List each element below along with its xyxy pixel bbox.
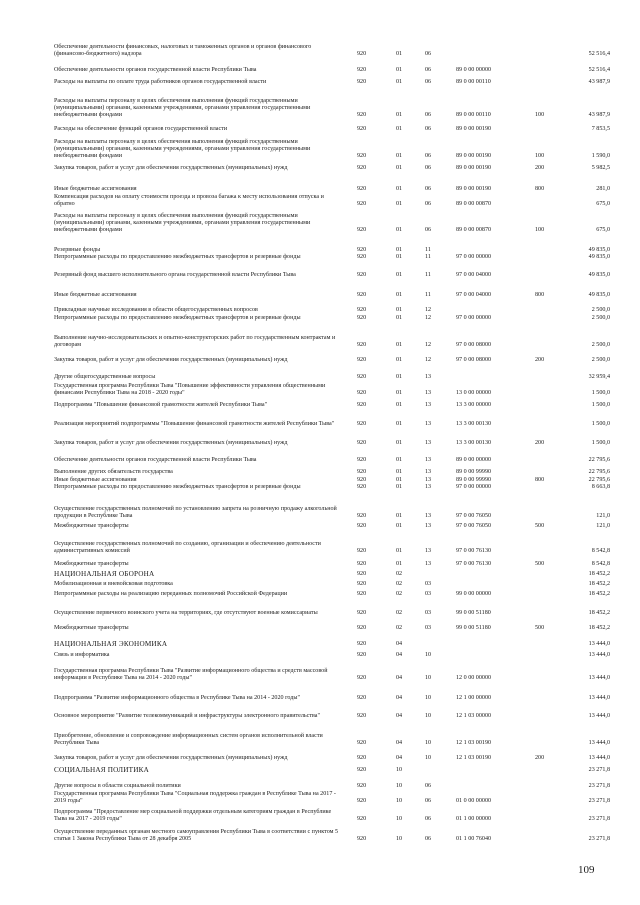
cell-sum: 52 516,4 <box>588 50 610 57</box>
cell-grbs: 920 <box>357 357 367 363</box>
cell-sum: 13 444,0 <box>588 674 610 681</box>
cell-grbs: 920 <box>357 477 367 483</box>
cell-grbs: 920 <box>357 739 367 746</box>
cell-name: Резервные фонды <box>54 247 101 253</box>
cell-pr: 13 <box>425 457 432 463</box>
cell-rz: 10 <box>396 767 403 773</box>
cell-pr: 13 <box>425 561 432 567</box>
cell-sum: 8 542,8 <box>591 547 610 554</box>
cell-grbs: 920 <box>357 610 367 616</box>
cell-name: Непрограммные расходы по предоставлению межбюджетных трансфертов и резервные фонды <box>54 315 301 321</box>
cell-rz: 01 <box>396 186 403 192</box>
cell-pr: 13 <box>425 512 432 519</box>
cell-grbs: 920 <box>357 200 367 207</box>
cell-pr: 10 <box>425 739 432 746</box>
cell-name: Подпрограмма "Развитие информационного общества в Республике Тыва на 2014 - 2020 годы" <box>54 695 300 701</box>
cell-pr: 11 <box>425 254 431 260</box>
cell-csr: 97 0 00 76130 <box>456 561 492 567</box>
cell-sum: 121,0 <box>596 523 610 529</box>
cell-rz: 01 <box>396 50 403 57</box>
cell-sum: 1 590,0 <box>591 152 610 159</box>
cell-rz: 01 <box>396 226 403 233</box>
cell-pr: 03 <box>425 581 432 587</box>
cell-name: Выполнение научно-исследовательских и опытно-конструкторских работ по государственным контрактам и договорам <box>54 335 336 348</box>
cell-csr: 89 0 00 00190 <box>456 126 492 132</box>
cell-pr: 13 <box>425 484 432 490</box>
cell-csr: 13 3 00 00130 <box>456 440 492 446</box>
cell-pr: 13 <box>425 523 432 529</box>
cell-csr: 97 0 00 76130 <box>456 547 492 554</box>
cell-rz: 01 <box>396 357 403 363</box>
cell-pr: 12 <box>425 357 432 363</box>
cell-sum: 23 271,8 <box>588 783 610 789</box>
cell-csr: 97 0 00 00000 <box>456 484 492 490</box>
cell-grbs: 920 <box>357 797 367 804</box>
cell-grbs: 920 <box>357 421 367 427</box>
cell-rz: 04 <box>396 674 403 681</box>
cell-pr: 06 <box>425 815 432 822</box>
cell-grbs: 920 <box>357 389 367 396</box>
cell-vr: 800 <box>535 186 545 192</box>
cell-sum: 13 444,0 <box>588 695 610 701</box>
cell-name: Расходы на выплаты по оплате труда работников органов государственной власти <box>54 79 267 85</box>
cell-pr: 11 <box>425 247 431 253</box>
cell-csr: 89 0 00 99990 <box>456 477 492 483</box>
cell-vr: 500 <box>535 561 545 567</box>
cell-name: Обеспечение деятельности финансовых, налоговых и таможенных органов и органов финансового (финансово-бюджетного) надзора <box>54 44 312 57</box>
cell-pr: 12 <box>425 341 432 348</box>
cell-rz: 10 <box>396 797 403 804</box>
cell-rz: 01 <box>396 374 403 380</box>
cell-name: Реализация мероприятий подпрограммы "Повышение финансовой грамотности жителей Республики Тыва" <box>54 421 335 427</box>
cell-csr: 89 0 00 99990 <box>456 469 492 475</box>
cell-grbs: 920 <box>357 374 367 380</box>
cell-vr: 500 <box>535 523 545 529</box>
cell-sum: 13 444,0 <box>588 641 610 647</box>
cell-grbs: 920 <box>357 484 367 490</box>
cell-grbs: 920 <box>357 111 367 118</box>
cell-rz: 01 <box>396 440 403 446</box>
cell-csr: 97 0 00 76050 <box>456 523 492 529</box>
cell-grbs: 920 <box>357 79 367 85</box>
cell-sum: 2 500,0 <box>591 307 610 313</box>
cell-grbs: 920 <box>357 547 367 554</box>
cell-sum: 2 500,0 <box>591 357 610 363</box>
cell-grbs: 920 <box>357 292 367 298</box>
cell-name: Государственная программа Республики Тыва "Повышение эффективности управления общественными финансами Республики Тыва на 2018 - 2020 годы" <box>54 383 326 396</box>
cell-csr: 89 0 00 00000 <box>456 67 492 73</box>
cell-rz: 04 <box>396 739 403 746</box>
cell-sum: 13 444,0 <box>588 652 610 658</box>
cell-grbs: 920 <box>357 457 367 463</box>
cell-grbs: 920 <box>357 815 367 822</box>
cell-rz: 01 <box>396 477 403 483</box>
cell-name: Расходы на выплаты персоналу в целях обеспечения выполнения функций государственными (муниципальными) органами, казенными учреждениями, органами управления государственными внебюджетными фондами <box>54 98 311 118</box>
cell-sum: 281,0 <box>596 186 610 192</box>
cell-vr: 100 <box>535 152 545 159</box>
cell-rz: 01 <box>396 421 403 427</box>
cell-grbs: 920 <box>357 272 367 278</box>
cell-name: Непрограммные расходы на реализацию переданных полномочий Российской Федерации <box>54 591 288 597</box>
cell-rz: 02 <box>396 591 403 597</box>
cell-pr: 06 <box>425 126 432 132</box>
cell-vr: 800 <box>535 292 545 298</box>
cell-grbs: 920 <box>357 341 367 348</box>
cell-grbs: 920 <box>357 50 367 57</box>
cell-pr: 06 <box>425 835 432 842</box>
cell-grbs: 920 <box>357 652 367 658</box>
cell-rz: 02 <box>396 571 403 577</box>
cell-rz: 01 <box>396 79 403 85</box>
cell-rz: 10 <box>396 835 403 842</box>
cell-name: Мобилизационная и вневойсковая подготовка <box>54 581 173 587</box>
cell-sum: 22 795,6 <box>588 457 610 463</box>
cell-sum: 43 987,9 <box>588 111 610 118</box>
cell-name: Резервный фонд высшего исполнительного органа государственной власти Республики Тыва <box>54 272 296 278</box>
cell-pr: 13 <box>425 421 432 427</box>
cell-sum: 121,0 <box>596 512 610 519</box>
cell-grbs: 920 <box>357 307 367 313</box>
cell-csr: 97 0 00 04000 <box>456 292 492 298</box>
cell-sum: 8 663,8 <box>591 484 610 490</box>
cell-rz: 01 <box>396 165 403 171</box>
cell-sum: 32 959,4 <box>588 374 610 380</box>
cell-pr: 10 <box>425 755 432 761</box>
cell-grbs: 920 <box>357 561 367 567</box>
cell-grbs: 920 <box>357 152 367 159</box>
cell-pr: 06 <box>425 111 432 118</box>
cell-csr: 89 0 00 00190 <box>456 186 492 192</box>
cell-grbs: 920 <box>357 591 367 597</box>
cell-grbs: 920 <box>357 315 367 321</box>
cell-name: Государственная программа Республики Тыва "Социальная поддержка граждан в Республике Тыва на 2017 - 2019 годы" <box>54 791 336 804</box>
cell-name: Подпрограмма "Повышение финансовой грамотности жителей Республики Тыва" <box>54 402 268 408</box>
cell-csr: 12 1 00 00000 <box>456 695 492 701</box>
cell-name: Подпрограмма "Предоставление мер социальной поддержки отдельным категориям граждан в Республике Тыва на 2017 - 2019 годы" <box>54 809 332 822</box>
cell-pr: 10 <box>425 695 432 701</box>
cell-sum: 49 835,0 <box>588 272 610 278</box>
cell-csr: 13 3 00 00130 <box>456 421 492 427</box>
cell-rz: 01 <box>396 111 403 118</box>
cell-csr: 99 0 00 51180 <box>456 610 491 616</box>
cell-rz: 01 <box>396 254 403 260</box>
cell-sum: 49 835,0 <box>588 247 610 253</box>
cell-sum: 8 542,8 <box>591 561 610 567</box>
cell-name: Межбюджетные трансферты <box>54 625 129 631</box>
cell-sum: 675,0 <box>596 200 610 207</box>
cell-name: Компенсация расходов на оплату стоимости проезда и провоза багажа к месту использования отпуска и обратно <box>54 194 324 207</box>
cell-csr: 97 0 00 08000 <box>456 357 492 363</box>
cell-sum: 1 500,0 <box>591 440 610 446</box>
cell-grbs: 920 <box>357 67 367 73</box>
cell-csr: 89 0 00 00000 <box>456 457 492 463</box>
cell-sum: 13 444,0 <box>588 755 610 761</box>
cell-csr: 89 0 00 00870 <box>456 226 492 233</box>
cell-name: Другие общегосударственные вопросы <box>54 374 156 380</box>
cell-rz: 01 <box>396 484 403 490</box>
cell-csr: 99 0 00 51180 <box>456 625 491 631</box>
cell-sum: 2 500,0 <box>591 315 610 321</box>
cell-name: НАЦИОНАЛЬНАЯ ЭКОНОМИКА <box>54 640 168 648</box>
cell-pr: 06 <box>425 226 432 233</box>
cell-name: Закупка товаров, работ и услуг для обеспечения государственных (муниципальных) нужд <box>54 357 288 363</box>
cell-name: Другие вопросы в области социальной политики <box>54 783 181 789</box>
cell-pr: 06 <box>425 67 432 73</box>
cell-csr: 13 3 00 00000 <box>456 402 492 408</box>
cell-rz: 01 <box>396 469 403 475</box>
cell-sum: 5 982,5 <box>591 165 610 171</box>
cell-rz: 10 <box>396 815 403 822</box>
cell-name: Обеспечение деятельности органов государственной власти Республики Тыва <box>54 67 257 73</box>
cell-sum: 675,0 <box>596 226 610 233</box>
cell-rz: 01 <box>396 292 403 298</box>
cell-sum: 18 452,2 <box>588 571 610 577</box>
cell-grbs: 920 <box>357 247 367 253</box>
cell-grbs: 920 <box>357 695 367 701</box>
cell-csr: 12 1 03 00000 <box>456 713 492 719</box>
cell-grbs: 920 <box>357 625 367 631</box>
cell-vr: 100 <box>535 226 545 233</box>
cell-rz: 02 <box>396 610 403 616</box>
cell-pr: 10 <box>425 674 432 681</box>
cell-pr: 13 <box>425 547 432 554</box>
cell-pr: 10 <box>425 713 432 719</box>
cell-rz: 01 <box>396 547 403 554</box>
cell-name: Иные бюджетные ассигнования <box>54 292 137 298</box>
cell-vr: 100 <box>535 111 545 118</box>
cell-vr: 200 <box>535 357 545 363</box>
cell-grbs: 920 <box>357 126 367 132</box>
cell-rz: 01 <box>396 561 403 567</box>
cell-pr: 06 <box>425 186 432 192</box>
cell-vr: 200 <box>535 440 545 446</box>
cell-name: СОЦИАЛЬНАЯ ПОЛИТИКА <box>54 766 149 774</box>
cell-csr: 01 1 00 76040 <box>456 835 492 842</box>
cell-grbs: 920 <box>357 641 367 647</box>
cell-rz: 01 <box>396 152 403 159</box>
cell-csr: 97 0 00 08000 <box>456 341 492 348</box>
cell-csr: 89 0 00 00110 <box>456 111 491 118</box>
cell-grbs: 920 <box>357 226 367 233</box>
cell-csr: 01 1 00 00000 <box>456 815 492 822</box>
cell-pr: 11 <box>425 292 431 298</box>
cell-csr: 89 0 00 00190 <box>456 165 492 171</box>
cell-pr: 13 <box>425 477 432 483</box>
page-number: 109 <box>578 864 595 876</box>
cell-name: Межбюджетные трансферты <box>54 523 129 529</box>
cell-pr: 06 <box>425 165 432 171</box>
cell-csr: 97 0 00 04000 <box>456 272 492 278</box>
cell-name: Выполнение других обязательств государства <box>54 469 173 475</box>
cell-name: Осуществление первичного воинского учета на территориях, где отсутствуют военные комиссариаты <box>54 610 318 616</box>
cell-name: Иные бюджетные ассигнования <box>54 186 137 192</box>
cell-rz: 01 <box>396 67 403 73</box>
cell-grbs: 920 <box>357 469 367 475</box>
cell-grbs: 920 <box>357 767 367 773</box>
cell-vr: 200 <box>535 165 545 171</box>
cell-pr: 13 <box>425 469 432 475</box>
cell-rz: 01 <box>396 247 403 253</box>
cell-rz: 02 <box>396 581 403 587</box>
cell-sum: 13 444,0 <box>588 713 610 719</box>
cell-name: Расходы на выплаты персоналу в целях обеспечения выполнения функций государственными (муниципальными) органами, казенными учреждениями, органами управления государственными внебюджетными фондами <box>54 213 311 233</box>
cell-sum: 49 835,0 <box>588 292 610 298</box>
cell-csr: 12 1 03 00190 <box>456 755 492 761</box>
cell-pr: 11 <box>425 272 431 278</box>
cell-sum: 22 795,6 <box>588 477 610 483</box>
cell-sum: 18 452,2 <box>588 625 610 631</box>
cell-rz: 04 <box>396 695 403 701</box>
cell-sum: 18 452,2 <box>588 581 610 587</box>
cell-name: НАЦИОНАЛЬНАЯ ОБОРОНА <box>54 570 155 578</box>
cell-name: Основное мероприятие "Развитие телекоммуникаций и инфраструктуры электронного правительства" <box>54 713 320 719</box>
cell-pr: 03 <box>425 591 432 597</box>
cell-pr: 03 <box>425 625 432 631</box>
cell-rz: 10 <box>396 783 403 789</box>
cell-sum: 23 271,8 <box>588 797 610 804</box>
cell-vr: 800 <box>535 477 545 483</box>
cell-name: Осуществление переданных органам местного самоуправления Республики Тыва в соответствии с пунктом 5 статьи 1 Закона Республики Тыва от 28 декабря 2005 <box>54 829 339 842</box>
cell-sum: 23 271,8 <box>588 815 610 822</box>
cell-csr: 12 0 00 00000 <box>456 674 492 681</box>
cell-csr: 13 0 00 00000 <box>456 389 492 396</box>
cell-grbs: 920 <box>357 783 367 789</box>
cell-name: Осуществление государственных полномочий по установлению запрета на розничную продажу алкогольной продукции в Республике Тыва <box>54 506 337 519</box>
cell-sum: 18 452,2 <box>588 610 610 616</box>
cell-name: Иные бюджетные ассигнования <box>54 477 137 483</box>
cell-pr: 03 <box>425 610 432 616</box>
cell-csr: 89 0 00 00110 <box>456 79 491 85</box>
cell-sum: 1 500,0 <box>591 421 610 427</box>
cell-rz: 01 <box>396 512 403 519</box>
cell-rz: 04 <box>396 641 403 647</box>
cell-rz: 01 <box>396 389 403 396</box>
cell-name: Обеспечение деятельности органов государственной власти Республики Тыва <box>54 457 257 463</box>
cell-sum: 43 987,9 <box>588 79 610 85</box>
cell-name: Непрограммные расходы по предоставлению межбюджетных трансфертов и резервные фонды <box>54 254 301 260</box>
cell-grbs: 920 <box>357 402 367 408</box>
cell-sum: 49 835,0 <box>588 254 610 260</box>
cell-sum: 13 444,0 <box>588 739 610 746</box>
cell-pr: 13 <box>425 402 432 408</box>
cell-rz: 04 <box>396 652 403 658</box>
cell-sum: 22 795,6 <box>588 469 610 475</box>
cell-rz: 01 <box>396 523 403 529</box>
cell-csr: 97 0 00 00000 <box>456 254 492 260</box>
cell-csr: 89 0 00 00870 <box>456 200 492 207</box>
cell-name: Прикладные научные исследования в области общегосударственных вопросов <box>54 307 258 313</box>
cell-pr: 06 <box>425 200 432 207</box>
cell-rz: 02 <box>396 625 403 631</box>
cell-grbs: 920 <box>357 755 367 761</box>
cell-sum: 1 500,0 <box>591 389 610 396</box>
cell-grbs: 920 <box>357 713 367 719</box>
cell-vr: 200 <box>535 755 545 761</box>
cell-csr: 01 0 00 00000 <box>456 797 492 804</box>
cell-sum: 18 452,2 <box>588 591 610 597</box>
cell-grbs: 920 <box>357 674 367 681</box>
cell-grbs: 920 <box>357 523 367 529</box>
cell-grbs: 920 <box>357 571 367 577</box>
cell-rz: 01 <box>396 402 403 408</box>
cell-rz: 01 <box>396 126 403 132</box>
cell-sum: 1 500,0 <box>591 402 610 408</box>
cell-name: Связь и информатика <box>54 652 110 658</box>
cell-sum: 52 516,4 <box>588 67 610 73</box>
cell-sum: 2 500,0 <box>591 341 610 348</box>
cell-pr: 06 <box>425 152 432 159</box>
cell-rz: 01 <box>396 272 403 278</box>
cell-pr: 12 <box>425 315 432 321</box>
cell-grbs: 920 <box>357 835 367 842</box>
cell-name: Закупка товаров, работ и услуг для обеспечения государственных (муниципальных) нужд <box>54 440 288 446</box>
cell-pr: 06 <box>425 797 432 804</box>
cell-name: Расходы на обеспечение функций органов государственной власти <box>54 126 228 132</box>
cell-name: Государственная программа Республики Тыва "Развитие информационного общества и средств массовой информации в Республике Тыва на 2014 - 2020 годы" <box>54 668 328 681</box>
cell-pr: 06 <box>425 79 432 85</box>
cell-grbs: 920 <box>357 512 367 519</box>
cell-grbs: 920 <box>357 254 367 260</box>
cell-rz: 01 <box>396 200 403 207</box>
cell-pr: 13 <box>425 440 432 446</box>
cell-rz: 01 <box>396 457 403 463</box>
cell-csr: 97 0 00 00000 <box>456 315 492 321</box>
cell-rz: 01 <box>396 341 403 348</box>
cell-sum: 23 271,8 <box>588 835 610 842</box>
cell-rz: 04 <box>396 713 403 719</box>
cell-pr: 13 <box>425 374 432 380</box>
cell-pr: 10 <box>425 652 432 658</box>
cell-pr: 13 <box>425 389 432 396</box>
cell-pr: 12 <box>425 307 432 313</box>
cell-vr: 500 <box>535 625 545 631</box>
cell-csr: 99 0 00 00000 <box>456 591 492 597</box>
cell-pr: 06 <box>425 50 432 57</box>
cell-name: Расходы на выплаты персоналу в целях обеспечения выполнения функций государственными (муниципальными) органами, казенными учреждениями, органами управления государственными внебюджетными фондами <box>54 139 311 159</box>
cell-name: Закупка товаров, работ и услуг для обеспечения государственных (муниципальных) нужд <box>54 165 288 171</box>
cell-name: Осуществление государственных полномочий по созданию, организации и обеспечению деятельности административных комиссий <box>54 541 321 554</box>
cell-csr: 89 0 00 00190 <box>456 152 492 159</box>
cell-grbs: 920 <box>357 186 367 192</box>
cell-name: Межбюджетные трансферты <box>54 561 129 567</box>
cell-name: Приобретение, обновление и сопровождение информационных систем органов исполнительной власти Республики Тыва <box>54 733 323 746</box>
cell-csr: 12 1 03 00190 <box>456 739 492 746</box>
cell-rz: 01 <box>396 315 403 321</box>
cell-sum: 23 271,8 <box>588 767 610 773</box>
cell-grbs: 920 <box>357 440 367 446</box>
cell-name: Закупка товаров, работ и услуг для обеспечения государственных (муниципальных) нужд <box>54 755 288 761</box>
cell-rz: 01 <box>396 307 403 313</box>
cell-grbs: 920 <box>357 165 367 171</box>
cell-grbs: 920 <box>357 581 367 587</box>
cell-pr: 06 <box>425 783 432 789</box>
cell-name: Непрограммные расходы по предоставлению межбюджетных трансфертов и резервные фонды <box>54 484 301 490</box>
cell-rz: 04 <box>396 755 403 761</box>
cell-csr: 97 0 00 76050 <box>456 512 492 519</box>
cell-sum: 7 853,5 <box>591 126 610 132</box>
